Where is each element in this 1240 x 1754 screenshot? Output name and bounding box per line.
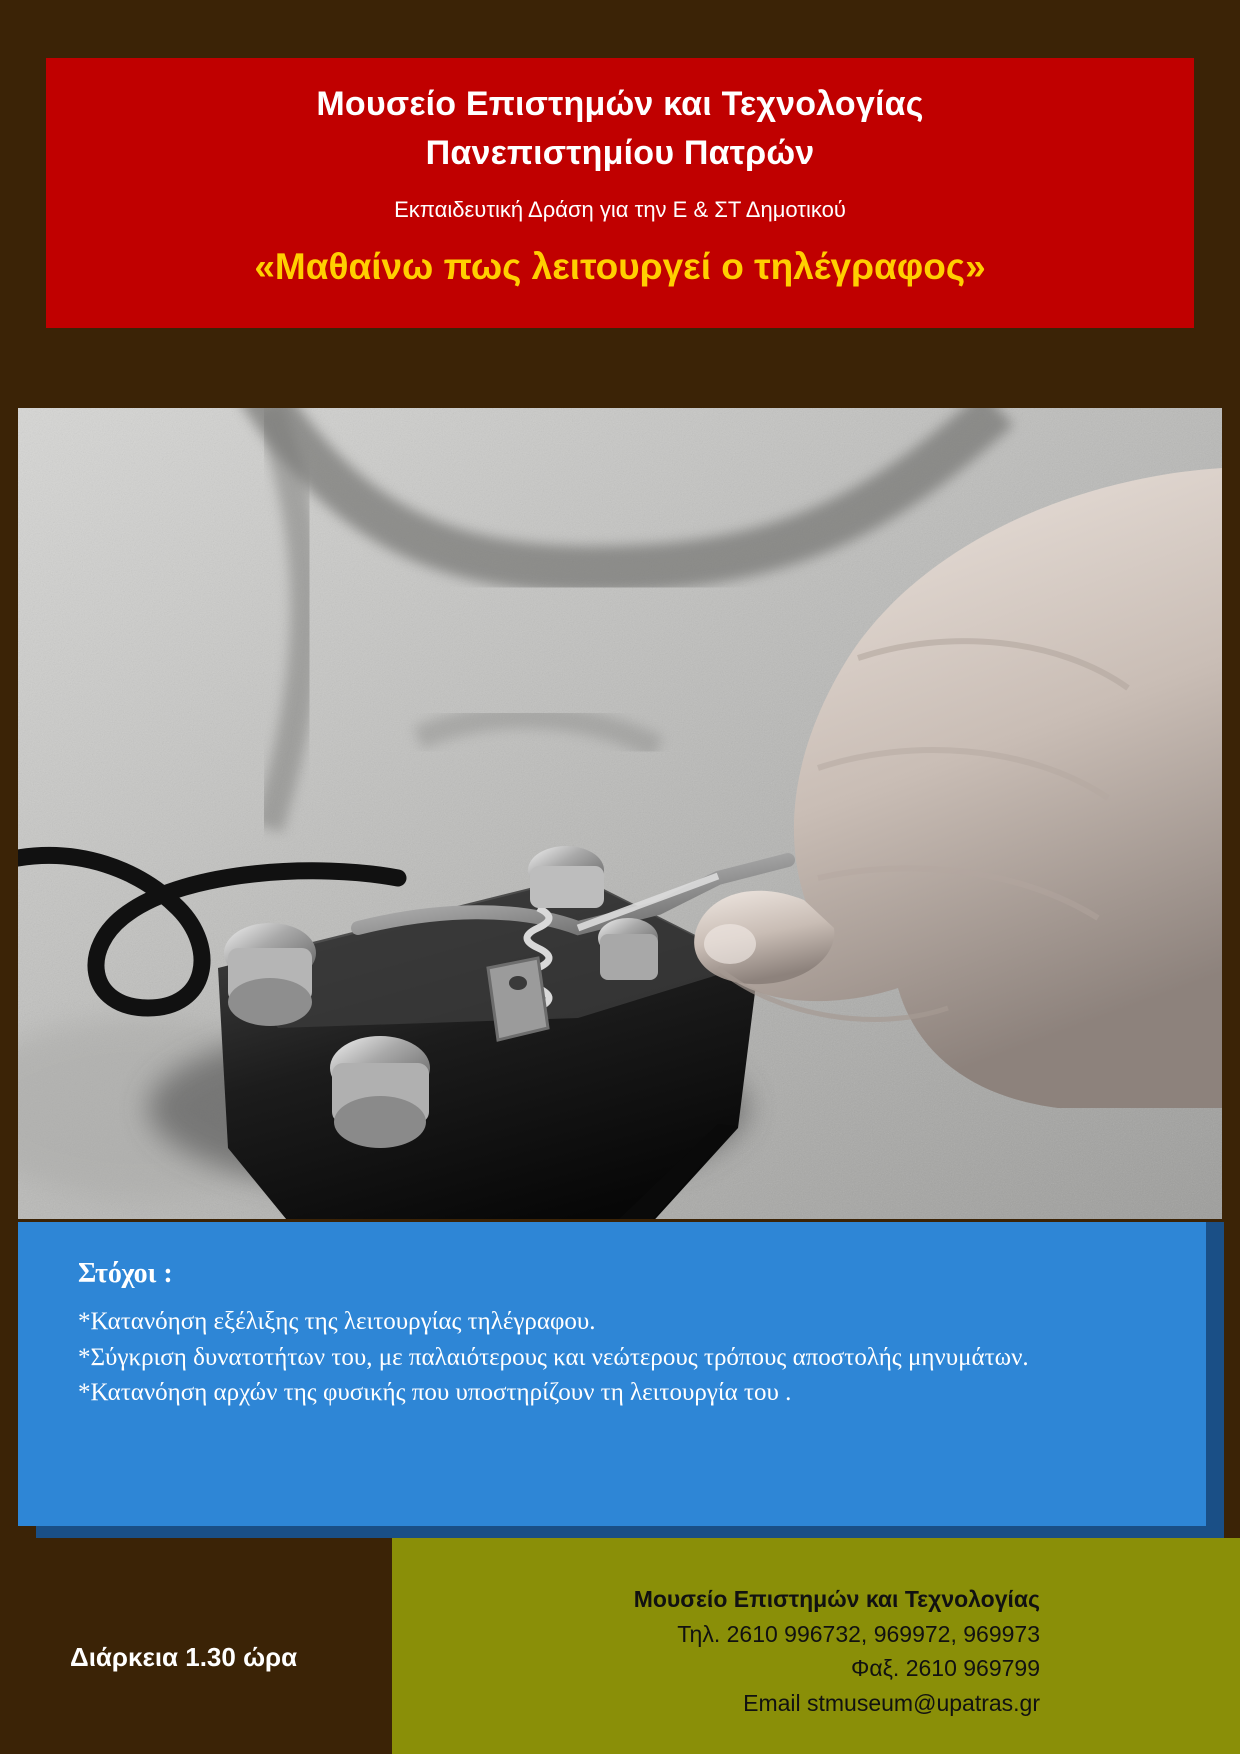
museum-title-line1: Μουσείο Επιστημών και Τεχνολογίας xyxy=(316,85,924,123)
objectives-panel xyxy=(18,1222,1206,1526)
header-banner xyxy=(46,58,1194,328)
objective-item-2: *Σύγκριση δυνατοτήτων του, με παλαιότερους και νεώτερους τρόπους αποστολής μηνυμάτων. xyxy=(78,1343,1029,1371)
contact-email: Email stmuseum@upatras.gr xyxy=(743,1689,1040,1716)
telegraph-photo-graphic xyxy=(18,408,1222,1219)
contact-info xyxy=(634,1582,1040,1720)
contact-fax: Φαξ. 2610 969799 xyxy=(850,1655,1040,1681)
objective-item-3: *Κατανόηση αρχών της φυσικής που υποστηρίζουν τη λειτουργία του . xyxy=(78,1379,792,1406)
telegraph-photo xyxy=(18,408,1222,1219)
header-subtitle: Εκπαιδευτική Δράση για την Ε & ΣΤ Δημοτικού xyxy=(394,196,846,222)
footer xyxy=(0,1538,1240,1754)
contact-museum-name: Μουσείο Επιστημών και Τεχνολογίας xyxy=(633,1586,1040,1612)
program-title: «Μαθαίνω πως λειτουργεί ο τηλέγραφος» xyxy=(254,246,986,288)
objectives-title: Στόχοι : xyxy=(78,1258,173,1289)
objective-item-1: *Κατανόηση εξέλιξης της λειτουργίας τηλέγραφου. xyxy=(78,1308,596,1335)
duration-label: Διάρκεια 1.30 ώρα xyxy=(70,1642,298,1672)
museum-title-line2: Πανεπιστημίου Πατρών xyxy=(425,134,815,173)
contact-phone: Τηλ. 2610 996732, 969972, 969973 xyxy=(677,1620,1040,1647)
